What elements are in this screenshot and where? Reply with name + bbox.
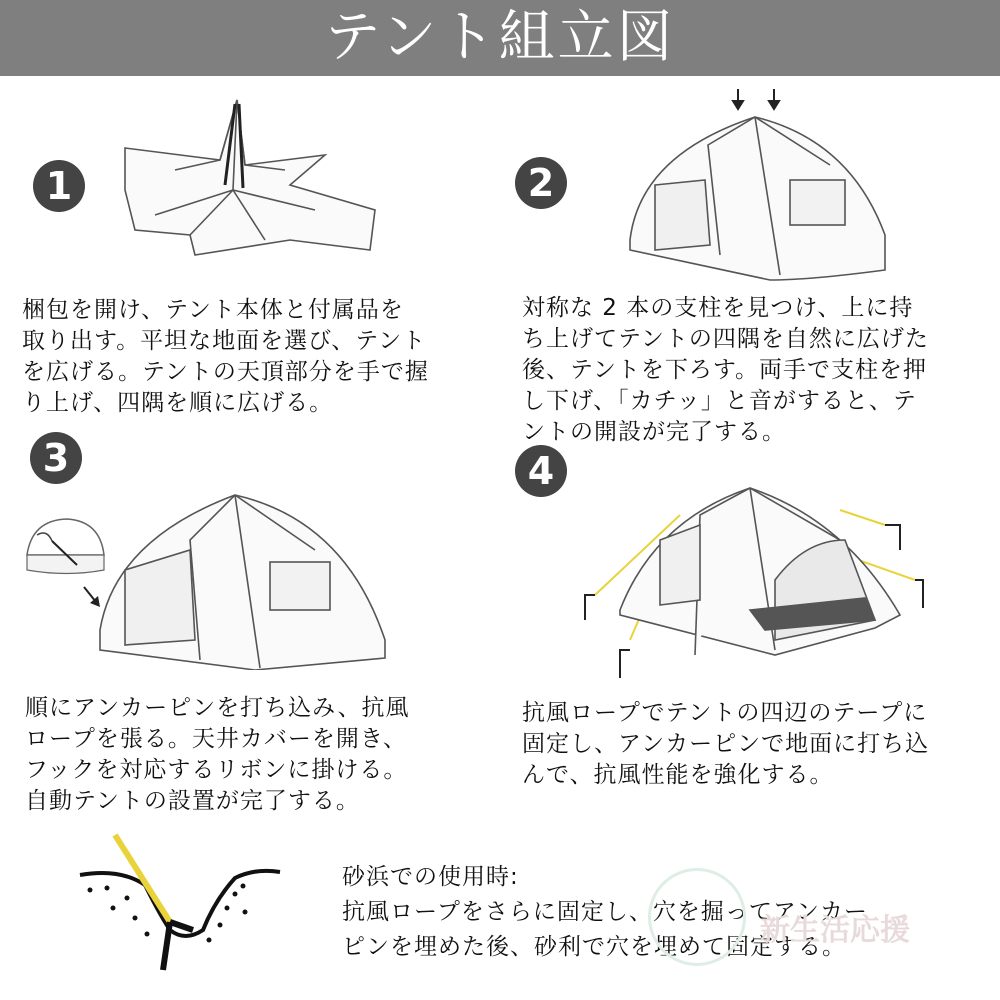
- beach-line: ピンを埋めた後、砂利で穴を埋めて固定する。: [342, 934, 846, 960]
- step-2-badge: 2: [515, 157, 567, 209]
- step-2-line: ち上げてテントの四隅を自然に広げた: [522, 326, 929, 352]
- step-1-line: り上げ、四隅を順に広げる。: [22, 390, 334, 416]
- title-banner: [0, 0, 1000, 76]
- step-1-illustration: [115, 90, 385, 265]
- step-2-line: ントの開設が完了する。: [522, 419, 786, 445]
- step-4-line: 固定し、アンカーピンで地面に打ち込: [522, 731, 930, 757]
- step-4-line: 抗風ロープでテントの四辺のテープに: [522, 700, 928, 726]
- watermark-text: 新生活応援: [760, 913, 910, 948]
- step-4-badge: 4: [515, 445, 567, 497]
- step-1-line: 梱包を開け、テント本体と付属品を: [22, 297, 404, 323]
- beach-line: 抗風ロープをさらに固定し、穴を掘ってアンカー: [342, 899, 868, 925]
- step-4-illustration: [575, 480, 935, 685]
- step-3-badge: 3: [30, 432, 82, 484]
- step-1-line: を広げる。テントの天頂部分を手で握: [22, 359, 429, 385]
- step-1-badge: 1: [33, 160, 85, 212]
- step-2-line: 後、テントを下ろす。両手で支柱を押: [522, 357, 928, 383]
- step-3-line: フックを対応するリボンに掛ける。: [25, 757, 408, 783]
- step-3-illustration: [95, 490, 395, 670]
- step-1-line: 取り出す。平坦な地面を選び、テント: [22, 328, 427, 354]
- step-2-line: し下げ、「カチッ」と音がすると、テ: [522, 388, 917, 414]
- beach-heading: 砂浜での使用時:: [342, 864, 519, 890]
- down-arrow-icon: [733, 89, 779, 109]
- step-4-description: [522, 698, 929, 791]
- step-3-line: 自動テントの設置が完了する。: [25, 788, 360, 814]
- step-1-description: [22, 295, 429, 419]
- step-2-line: 対称な 2 本の支柱を見つけ、上に持: [522, 295, 914, 321]
- page-title: テント組立図: [324, 5, 676, 70]
- step-3-description: [25, 693, 409, 817]
- step-4-line: んで、抗風性能を強化する。: [522, 762, 834, 788]
- beach-anchor-illustration: [75, 830, 285, 995]
- step-2-illustration: [620, 85, 900, 285]
- step-3-line: ロープを張る。天井カバーを開き、: [25, 726, 407, 752]
- step-2-description: [522, 293, 929, 448]
- watermark-logo-icon: [648, 868, 746, 966]
- step-3-line: 順にアンカーピンを打ち込み、抗風: [25, 695, 410, 721]
